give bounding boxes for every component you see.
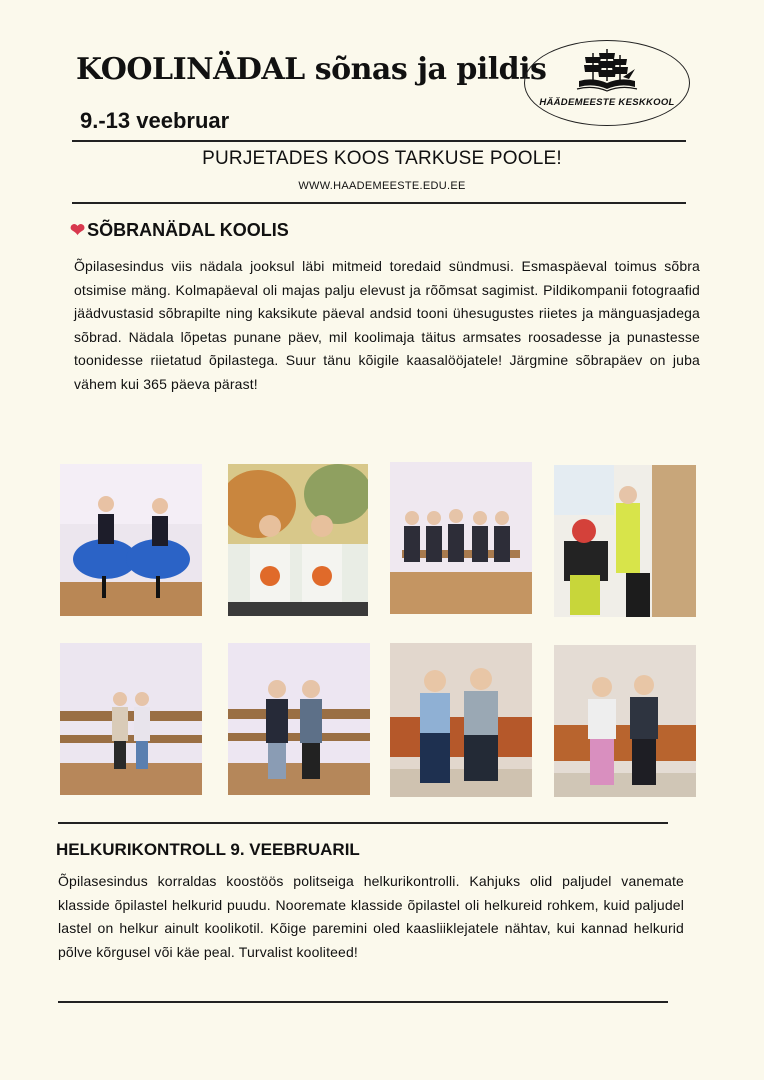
photo-girls-blue-skirts	[60, 464, 202, 616]
logo-text: HÄÄDEMEESTE KESKKOOL	[539, 97, 675, 108]
photo-two-kids-on-sofa	[390, 643, 532, 797]
photo-girls-with-plush-toys	[228, 464, 368, 616]
heart-icon: ❤	[70, 220, 86, 240]
date-range: 9.-13 veebruar	[80, 108, 230, 133]
header-divider	[72, 140, 686, 142]
section2-top-divider	[58, 822, 668, 824]
photo-red-and-yellow-day	[554, 465, 696, 617]
section-body-friendship-week: Õpilasesindus viis nädala jooksul läbi mitmeid toredaid sündmusi. Esmaspäeval toimus sõbra otsimise mäng. Kolmapäeval oli majas palju elevust ja rõõmsat sagimist. Pildikompanii fotograafid jäädvustasid sõbrapilte ning kaksikute päeval andsid tooni ühesugustes riietes ja mänguasjadega sõbrad. Nädala lõpetas punane päev, mil koolimaja täitus armsates roosadesse ja punastesse toonidesse riietatud õpilastega. Suur tänu kõigile kaasalööjatele! Järgmine sõbrapäev on juba vähem kui 365 päeva pärast!	[74, 258, 700, 392]
section-body-reflector-check: Õpilasesindus korraldas koostöös politseiga helkurikontrolli. Kahjuks olid paljudel vanemate klasside õpilastel helkurid puudu. Nooremate klasside õpilastel oli helkureid rohkem, kuid paljudel lastel on helkur ainult koolikotil. Kõige paremini oled kaasliiklejatele nähtav, kui kannad helkurid põlve kõrgusel või käe peal. Turvalist kooliteed!	[58, 873, 684, 960]
school-logo	[524, 40, 690, 126]
tagline: PURJETADES KOOS TARKUSE POOLE!	[202, 148, 562, 169]
ship-book-icon	[573, 47, 641, 97]
section-title-text: SÕBRANÄDAL KOOLIS	[87, 220, 289, 240]
photo-two-girls-on-bench	[60, 643, 202, 795]
section-title-reflector-check: HELKURIKONTROLL 9. VEEBRUARIL	[56, 840, 360, 859]
website-link[interactable]: WWW.HAADEMEESTE.EDU.EE	[298, 180, 466, 192]
section-title-friendship-week	[70, 220, 289, 241]
section2-bottom-divider	[58, 1001, 668, 1003]
photo-group-on-bench	[390, 462, 532, 614]
photo-two-kids-holding-hearts	[228, 643, 370, 795]
page-title: KOOLINÄDAL sõnas ja pildis	[76, 52, 547, 87]
tagline-divider	[72, 202, 686, 204]
photo-two-girls-on-sofa	[554, 645, 696, 797]
